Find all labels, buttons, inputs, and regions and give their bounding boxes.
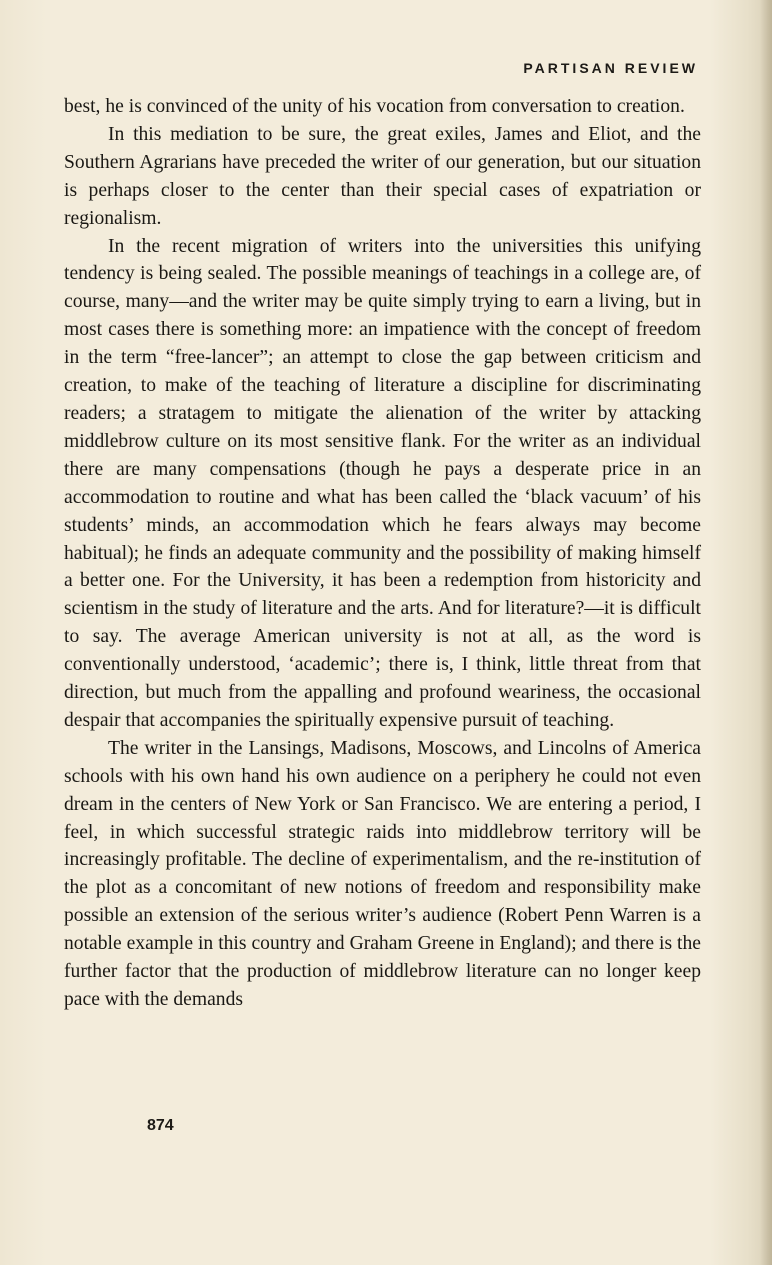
- page-number: 874: [147, 1117, 174, 1134]
- paragraph: The writer in the Lansings, Madisons, Moscows, and Lincolns of America schools with his own hand his own audience on a periphery he could not even dream in the centers of New York or San Francisco. We are entering a period, I feel, in which successful strategic raids into middlebrow territory will be increasingly profitable. The decline of experimentalism, and the re-institution of the plot as a concomitant of new notions of freedom and responsibility make possible an extension of the serious writer’s audience (Robert Penn Warren is a notable example in this country and Graham Greene in England); and there is the further factor that the production of middlebrow literature can no longer keep pace with the demands: [64, 737, 701, 1010]
- running-head: PARTISAN REVIEW: [523, 60, 698, 76]
- paragraph: In the recent migration of writers into the universities this unifying tendency is being sealed. The possible meanings of teachings in a college are, of course, many—and the writer may be quite simply trying to earn a living, but in most cases there is something more: an impatience with the concept of freedom in the term “free-lancer”; an attempt to close the gap between criticism and creation, to make of the teaching of literature a discipline for discriminating readers; a stratagem to mitigate the alienation of the writer by attacking middlebrow culture on its most sensitive flank. For the writer as an individual there are many compensations (though he pays a desperate price in an accommodation to routine and what has been called the ‘black vacuum’ of his students’ minds, an accommodation which he fears always may become habitual); he finds an adequate community and the possibility of making himself a better one. For the University, it has been a redemption from historicity and scientism in the study of literature and the arts. And for literature?—it is difficult to say. The average American university is not at all, as the word is conventionally understood, ‘academic’; there is, I think, little threat from that direction, but much from the appalling and profound weariness, the occasional despair that accompanies the spiritually expensive pursuit of teaching.: [64, 235, 701, 731]
- body-text: [64, 93, 701, 1014]
- page-edge-shadow: [760, 0, 772, 1265]
- paragraph: best, he is convinced of the unity of his vocation from conversation to creation.: [64, 96, 685, 117]
- paragraph: In this mediation to be sure, the great exiles, James and Eliot, and the Southern Agrarians have preceded the writer of our generation, but our situation is perhaps closer to the center than their special cases of expatriation or regionalism.: [64, 123, 701, 229]
